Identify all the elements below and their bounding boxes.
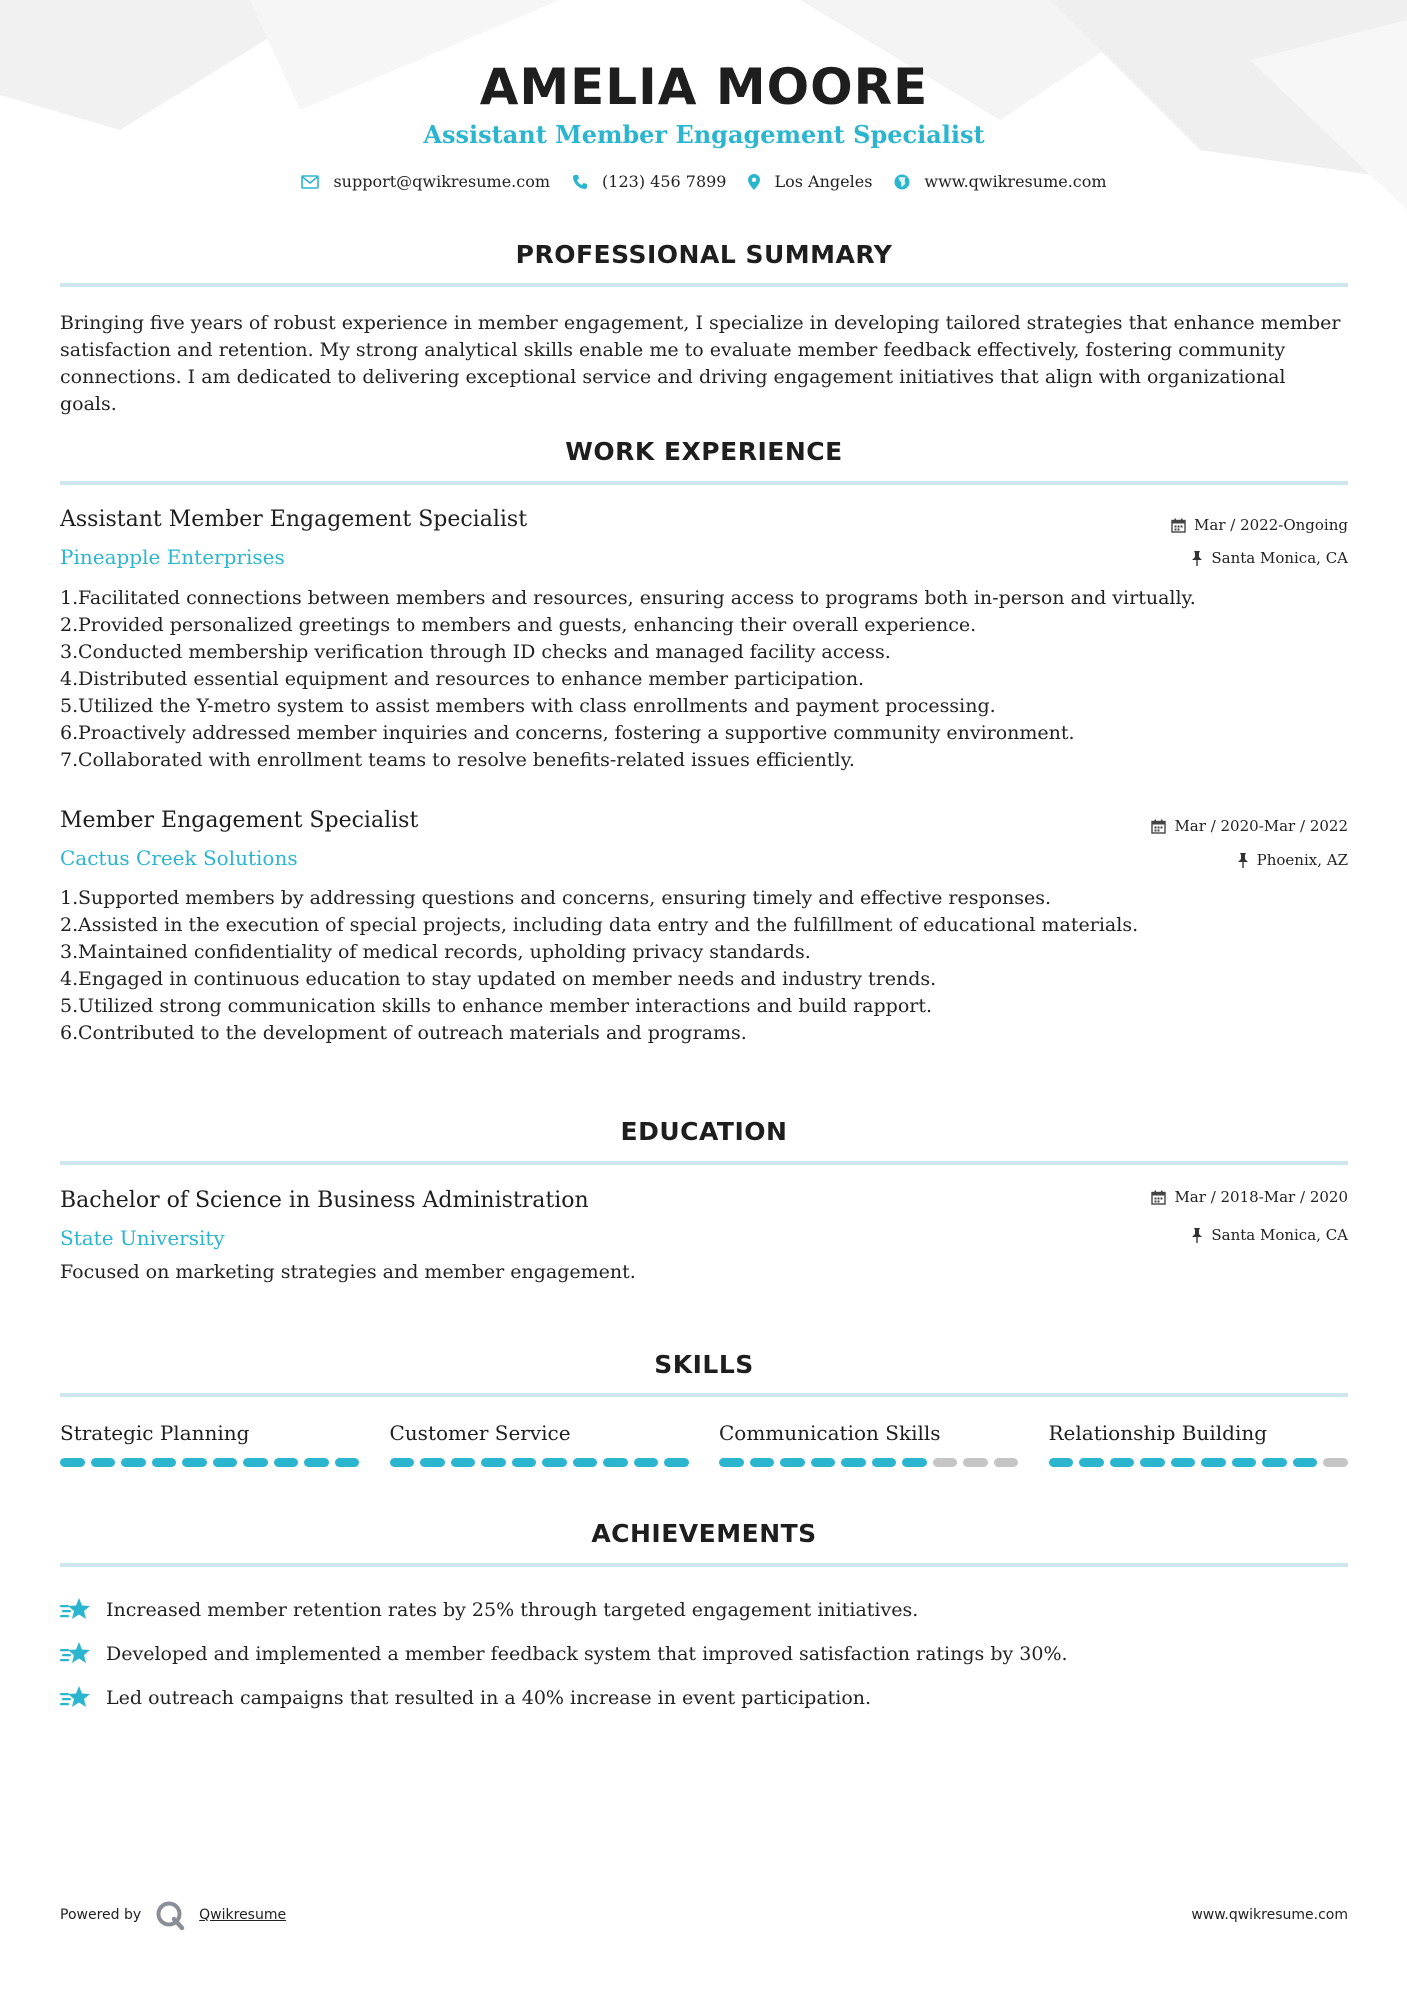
skill-level-segment bbox=[213, 1458, 238, 1467]
skill-level-segment bbox=[121, 1458, 146, 1467]
shooting-star-icon bbox=[60, 1685, 92, 1711]
list-item bbox=[60, 1632, 1348, 1676]
skill-level-segment bbox=[542, 1458, 567, 1467]
skill-item bbox=[60, 1418, 360, 1467]
skill-level-segment bbox=[750, 1458, 775, 1467]
mail-icon bbox=[301, 175, 319, 189]
skill-level-segment bbox=[481, 1458, 506, 1467]
phone-icon bbox=[572, 174, 588, 190]
skills-list bbox=[60, 1418, 1348, 1467]
section-divider bbox=[60, 1393, 1348, 1397]
skill-level-bar bbox=[390, 1458, 690, 1467]
skill-level-segment bbox=[512, 1458, 537, 1467]
skill-level-segment bbox=[780, 1458, 805, 1467]
skill-level-segment bbox=[91, 1458, 116, 1467]
skill-level-segment bbox=[1262, 1458, 1287, 1467]
section-divider bbox=[60, 481, 1348, 485]
section-heading-skills: SKILLS bbox=[654, 1350, 754, 1379]
contact-email[interactable] bbox=[301, 172, 550, 191]
skill-level-segment bbox=[902, 1458, 927, 1467]
skill-level-segment bbox=[152, 1458, 177, 1467]
qwikresume-logo-icon bbox=[155, 1900, 185, 1930]
skill-level-segment bbox=[1293, 1458, 1318, 1467]
degree-title: Bachelor of Science in Business Administration bbox=[60, 1188, 589, 1213]
contact-location-text: Los Angeles bbox=[774, 172, 873, 191]
list-item: 6. Proactively addressed member inquiries and concerns, fostering a supportive community environment. bbox=[60, 722, 1075, 744]
summary-text: Bringing five years of robust experience in member engagement, I specialize in developing tailored strategies that enhance member satisfaction and retention. My strong analytical skills enable me to evaluate member feedback effectively, fostering community connections. I am dedicated to delivering exceptional service and driving engagement initiatives that align with organizational goals. bbox=[60, 312, 1341, 415]
section-heading-summary: PROFESSIONAL SUMMARY bbox=[515, 240, 893, 269]
company-name: Cactus Creek Solutions bbox=[60, 846, 298, 870]
job-responsibilities bbox=[60, 885, 1348, 1047]
qwikresume-link[interactable]: Qwikresume bbox=[199, 1907, 287, 1923]
job-dates bbox=[1151, 817, 1348, 835]
skill-level-segment bbox=[963, 1458, 988, 1467]
skill-level-segment bbox=[994, 1458, 1019, 1467]
list-item: 2. Provided personalized greetings to members and guests, enhancing their overall experience. bbox=[60, 614, 977, 636]
list-item bbox=[60, 1676, 1348, 1720]
skill-level-segment bbox=[933, 1458, 958, 1467]
list-item: 3. Conducted membership verification through ID checks and managed facility access. bbox=[60, 641, 891, 663]
candidate-title: Assistant Member Engagement Specialist bbox=[423, 120, 985, 149]
shooting-star-icon bbox=[60, 1641, 92, 1667]
section-heading-education: EDUCATION bbox=[620, 1117, 788, 1146]
section-heading-achievements: ACHIEVEMENTS bbox=[591, 1519, 817, 1548]
list-item bbox=[60, 1588, 1348, 1632]
pushpin-icon bbox=[1237, 853, 1249, 868]
calendar-icon bbox=[1171, 518, 1186, 533]
contact-phone-text: (123) 456 7899 bbox=[602, 172, 727, 191]
footer-powered-by bbox=[60, 1900, 286, 1930]
job-location-text: Santa Monica, CA bbox=[1211, 549, 1348, 567]
powered-by-label: Powered by bbox=[60, 1907, 142, 1923]
skill-name: Customer Service bbox=[389, 1421, 571, 1445]
skill-level-segment bbox=[335, 1458, 360, 1467]
globe-icon bbox=[894, 174, 910, 190]
skill-level-segment bbox=[719, 1458, 744, 1467]
education-dates bbox=[1151, 1188, 1348, 1206]
education-description: Focused on marketing strategies and member engagement. bbox=[60, 1261, 636, 1283]
skill-level-segment bbox=[1201, 1458, 1226, 1467]
skill-item bbox=[1049, 1418, 1349, 1467]
location-pin-icon bbox=[748, 174, 760, 190]
education-location-text: Santa Monica, CA bbox=[1211, 1226, 1348, 1244]
skill-level-segment bbox=[1232, 1458, 1257, 1467]
skill-level-segment bbox=[274, 1458, 299, 1467]
skill-name: Communication Skills bbox=[719, 1421, 941, 1445]
section-heading-experience: WORK EXPERIENCE bbox=[565, 437, 843, 466]
skill-level-bar bbox=[719, 1458, 1019, 1467]
skill-name: Strategic Planning bbox=[60, 1421, 250, 1445]
contact-email-text: support@qwikresume.com bbox=[333, 172, 551, 191]
list-item: 5. Utilized strong communication skills to enhance member interactions and build rapport. bbox=[60, 995, 933, 1017]
list-item: 1. Facilitated connections between members and resources, ensuring access to programs both in-person and virtually. bbox=[60, 587, 1196, 609]
list-item: 3. Maintained confidentiality of medical records, upholding privacy standards. bbox=[60, 941, 811, 963]
list-item: 6. Contributed to the development of outreach materials and programs. bbox=[60, 1022, 747, 1044]
skill-level-segment bbox=[420, 1458, 445, 1467]
skill-level-segment bbox=[634, 1458, 659, 1467]
skill-level-segment bbox=[1171, 1458, 1196, 1467]
skill-level-segment bbox=[1049, 1458, 1074, 1467]
school-name: State University bbox=[60, 1226, 225, 1250]
job-location bbox=[1191, 549, 1348, 567]
skill-level-segment bbox=[1110, 1458, 1135, 1467]
list-item: 7. Collaborated with enrollment teams to resolve benefits-related issues efficiently. bbox=[60, 749, 855, 771]
job-responsibilities bbox=[60, 585, 1348, 774]
achievement-text: Led outreach campaigns that resulted in a 40% increase in event participation. bbox=[106, 1687, 872, 1709]
skill-item bbox=[390, 1418, 690, 1467]
resume-page bbox=[60, 0, 1348, 1990]
job-dates-text: Mar / 2020-Mar / 2022 bbox=[1174, 817, 1348, 835]
skill-name: Relationship Building bbox=[1048, 1421, 1268, 1445]
skill-level-segment bbox=[390, 1458, 415, 1467]
calendar-icon bbox=[1151, 1190, 1166, 1205]
education-dates-text: Mar / 2018-Mar / 2020 bbox=[1174, 1188, 1348, 1206]
candidate-name: AMELIA MOORE bbox=[479, 58, 929, 116]
job-dates bbox=[1171, 516, 1348, 534]
list-item: 2. Assisted in the execution of special projects, including data entry and the fulfillment of educational materials. bbox=[60, 914, 1139, 936]
pushpin-icon bbox=[1191, 1228, 1203, 1243]
list-item: 4. Distributed essential equipment and resources to enhance member participation. bbox=[60, 668, 865, 690]
contact-phone[interactable] bbox=[572, 172, 726, 191]
skill-level-segment bbox=[603, 1458, 628, 1467]
skill-level-segment bbox=[1079, 1458, 1104, 1467]
skill-level-segment bbox=[872, 1458, 897, 1467]
skill-level-segment bbox=[304, 1458, 329, 1467]
skill-level-segment bbox=[573, 1458, 598, 1467]
contact-location bbox=[748, 172, 872, 191]
skill-level-bar bbox=[60, 1458, 360, 1467]
shooting-star-icon bbox=[60, 1597, 92, 1623]
list-item: 1. Supported members by addressing questions and concerns, ensuring timely and effective responses. bbox=[60, 887, 1052, 909]
company-name: Pineapple Enterprises bbox=[60, 545, 285, 569]
achievement-text: Increased member retention rates by 25% through targeted engagement initiatives. bbox=[106, 1599, 919, 1621]
section-divider bbox=[60, 1563, 1348, 1567]
list-item: 5. Utilized the Y-metro system to assist members with class enrollments and payment processing. bbox=[60, 695, 996, 717]
job-title: Assistant Member Engagement Specialist bbox=[60, 507, 528, 532]
section-divider bbox=[60, 1161, 1348, 1165]
skill-level-segment bbox=[243, 1458, 268, 1467]
job-dates-text: Mar / 2022-Ongoing bbox=[1194, 516, 1348, 534]
skill-level-segment bbox=[60, 1458, 85, 1467]
skill-level-bar bbox=[1049, 1458, 1349, 1467]
section-divider bbox=[60, 283, 1348, 287]
skill-level-segment bbox=[811, 1458, 836, 1467]
contact-website-text: www.qwikresume.com bbox=[924, 172, 1107, 191]
job-title: Member Engagement Specialist bbox=[60, 808, 419, 833]
job-location-text: Phoenix, AZ bbox=[1256, 851, 1348, 869]
pushpin-icon bbox=[1191, 551, 1203, 566]
calendar-icon bbox=[1151, 819, 1166, 834]
contact-bar bbox=[60, 172, 1348, 191]
skill-level-segment bbox=[841, 1458, 866, 1467]
skill-item bbox=[719, 1418, 1019, 1467]
skill-level-segment bbox=[451, 1458, 476, 1467]
skill-level-segment bbox=[182, 1458, 207, 1467]
footer-website-link[interactable]: www.qwikresume.com bbox=[1191, 1907, 1348, 1923]
achievements-list bbox=[60, 1588, 1348, 1720]
skill-level-segment bbox=[664, 1458, 689, 1467]
job-location bbox=[1237, 851, 1348, 869]
skill-level-segment bbox=[1323, 1458, 1348, 1467]
contact-website[interactable] bbox=[894, 172, 1106, 191]
achievement-text: Developed and implemented a member feedback system that improved satisfaction ratings by 30%. bbox=[106, 1643, 1068, 1665]
skill-level-segment bbox=[1140, 1458, 1165, 1467]
education-location bbox=[1191, 1226, 1348, 1244]
list-item: 4. Engaged in continuous education to stay updated on member needs and industry trends. bbox=[60, 968, 937, 990]
